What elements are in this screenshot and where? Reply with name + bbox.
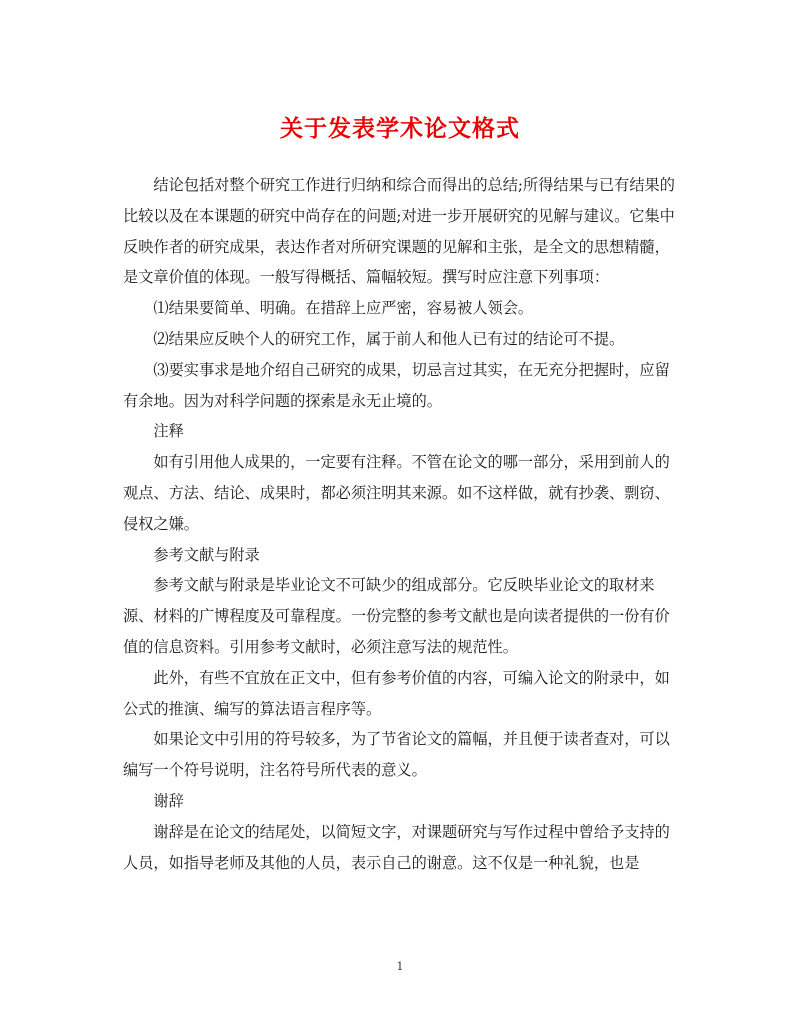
paragraph-appendix: 此外，有些不宜放在正文中，但有参考价值的内容，可编入论文的附录中，如公式的推演、编写的算法语言程序等。: [123, 668, 670, 718]
document-title: 关于发表学术论文格式: [280, 115, 520, 142]
paragraph-conclusion: 结论包括对整个研究工作进行归纳和综合而得出的总结;所得结果与已有结果的比较以及在本课题的研究中尚存在的问题;对进一步开展研究的见解与建议。它集中反映作者的研究成果，表达作者对所研究课题的见解和主张，是全文的思想精髓，是文章价值的体现。一般写得概括、篇幅较短。撰写时应注意下列事项：: [123, 176, 675, 287]
section-heading-references: 参考文献与附录: [153, 545, 260, 564]
list-item-2: ⑵结果应反映个人的研究工作，属于前人和他人已有过的结论可不提。: [153, 329, 625, 348]
paragraph-symbols: 如果论文中引用的符号较多，为了节省论文的篇幅，并且便于读者查对，可以编写一个符号说明，注名符号所代表的意义。: [123, 730, 670, 780]
section-heading-acknowledgements: 谢辞: [153, 791, 184, 810]
section-heading-notes: 注释: [153, 422, 184, 441]
list-item-3: ⑶要实事求是地介绍自己研究的成果，切忌言过其实，在无充分把握时，应留有余地。因为对科学问题的探索是永无止境的。: [123, 360, 670, 410]
paragraph-acknowledgements: 谢辞是在论文的结尾处，以简短文字，对课题研究与写作过程中曾给予支持的人员，如指导老师及其他的人员，表示自己的谢意。这不仅是一种礼貌，也是: [123, 822, 670, 872]
list-item-1: ⑴结果要简单、明确。在措辞上应严密，容易被人领会。: [153, 299, 534, 318]
document-body: [123, 170, 676, 878]
paragraph-notes: 如有引用他人成果的，一定要有注释。不管在论文的哪一部分，采用到前人的观点、方法、结论、成果时，都必须注明其来源。如不这样做，就有抄袭、剽窃、侵权之嫌。: [123, 453, 670, 533]
paragraph-references: 参考文献与附录是毕业论文不可缺少的组成部分。它反映毕业论文的取材来源、材料的广博程度及可靠程度。一份完整的参考文献也是向读者提供的一份有价值的信息资料。引用参考文献时，必须注意写法的规范性。: [123, 576, 670, 656]
page-number: 1: [396, 960, 404, 973]
